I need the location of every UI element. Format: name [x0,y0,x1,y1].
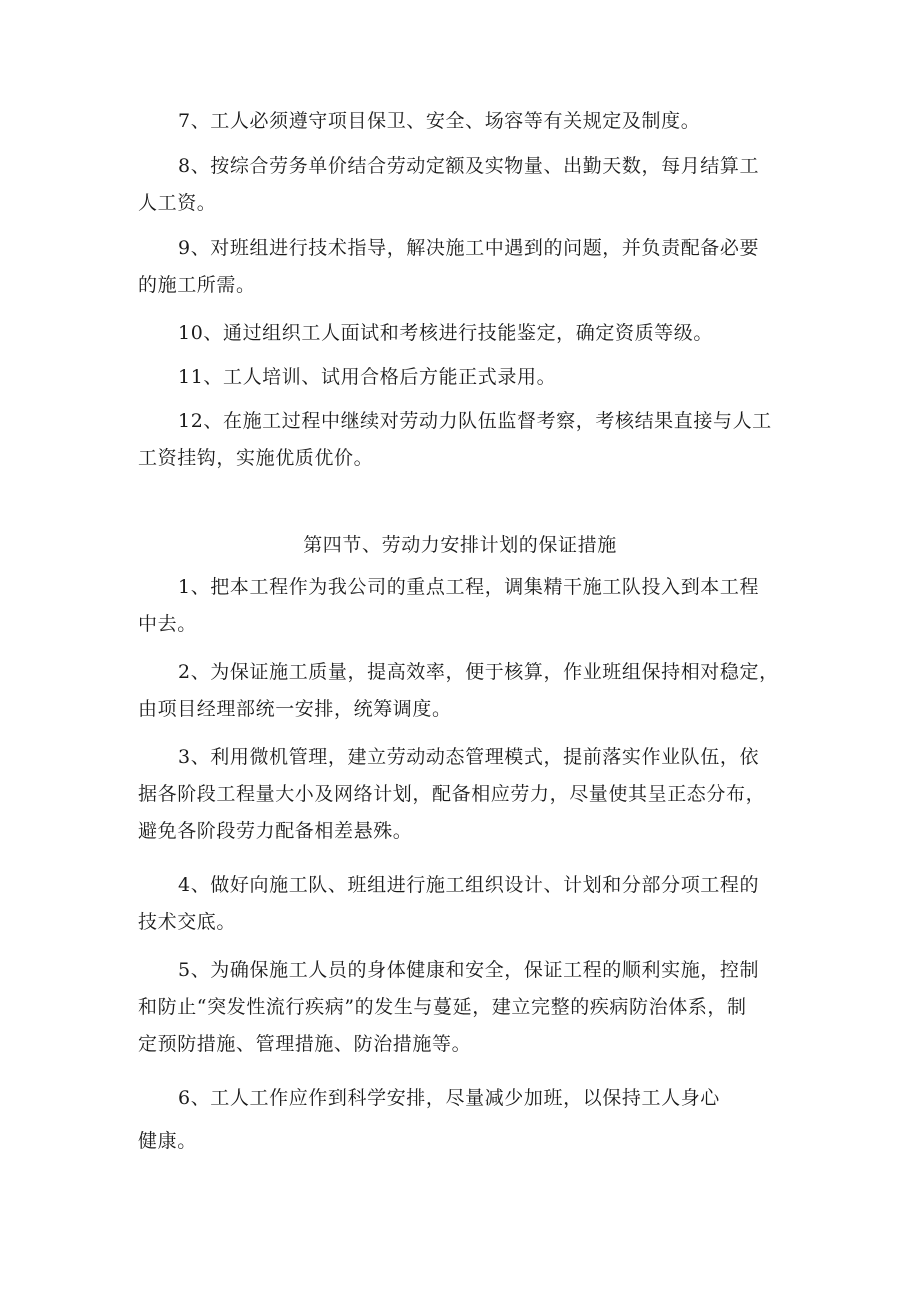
paragraph-line: 12、在施工过程中继续对劳动力队伍监督考察，考核结果直接与人工 [178,410,772,432]
paragraph-line: 人工资。 [138,192,217,214]
paragraph-line: 健康。 [138,1130,197,1152]
list-item-9 [138,230,788,304]
paragraph-line: 定预防措施、管理措施、防治措施等。 [138,1033,472,1055]
paragraph-line: 5、为确保施工人员的身体健康和安全，保证工程的顺利实施，控制 [178,959,760,981]
list-item-10 [138,315,788,352]
paragraph-line: 11、工人培训、试用合格后方能正式录用。 [178,366,557,388]
paragraph-line: 4、做好向施工队、班组进行施工组织设计、计划和分部分项工程的 [178,874,760,896]
paragraph-line: 8、按综合劳务单价结合劳动定额及实物量、出勤天数，每月结算工 [178,155,760,177]
list-item-7 [138,103,788,140]
section-title: 第四节、劳动力安排计划的保证措施 [303,534,617,556]
list-item-11 [138,359,788,396]
list-item-5 [138,952,788,1063]
paragraph-line: 2、为保证施工质量，提高效率，便于核算，作业班组保持相对稳定， [178,661,779,683]
paragraph-line: 由项目经理部统一安排，统筹调度。 [138,698,452,720]
paragraph-line: 中去。 [138,613,197,635]
paragraph-line: 和防止“突发性流行疾病”的发生与蔓延，建立完整的疾病防治体系，制 [138,996,747,1018]
list-item-8 [138,148,788,222]
paragraph-line: 避免各阶段劳力配备相差悬殊。 [138,820,413,842]
paragraph-line: 技术交底。 [138,911,237,933]
list-item-1 [138,569,788,643]
paragraph-line: 据各阶段工程量大小及网络计划，配备相应劳力，尽量使其呈正态分布， [138,783,766,805]
paragraph-line: 6、工人工作应作到科学安排，尽量减少加班，以保持工人身心 [178,1087,720,1109]
paragraph-line: 7、工人必须遵守项目保卫、安全、场容等有关规定及制度。 [178,110,701,132]
list-item-6 [138,1080,788,1160]
list-item-3 [138,739,788,850]
list-item-2 [138,654,788,728]
paragraph-line: 3、利用微机管理，建立劳动动态管理模式，提前落实作业队伍，依 [178,746,760,768]
list-item-12 [138,403,788,477]
list-item-4 [138,867,788,941]
paragraph-line: 9、对班组进行技术指导，解决施工中遇到的问题，并负责配备必要 [178,237,760,259]
paragraph-line: 1、把本工程作为我公司的重点工程，调集精干施工队投入到本工程 [178,576,760,598]
paragraph-line: 工资挂钩，实施优质优价。 [138,447,374,469]
paragraph-line: 的施工所需。 [138,274,256,296]
paragraph-line: 10、通过组织工人面试和考核进行技能鉴定，确定资质等级。 [178,322,713,344]
